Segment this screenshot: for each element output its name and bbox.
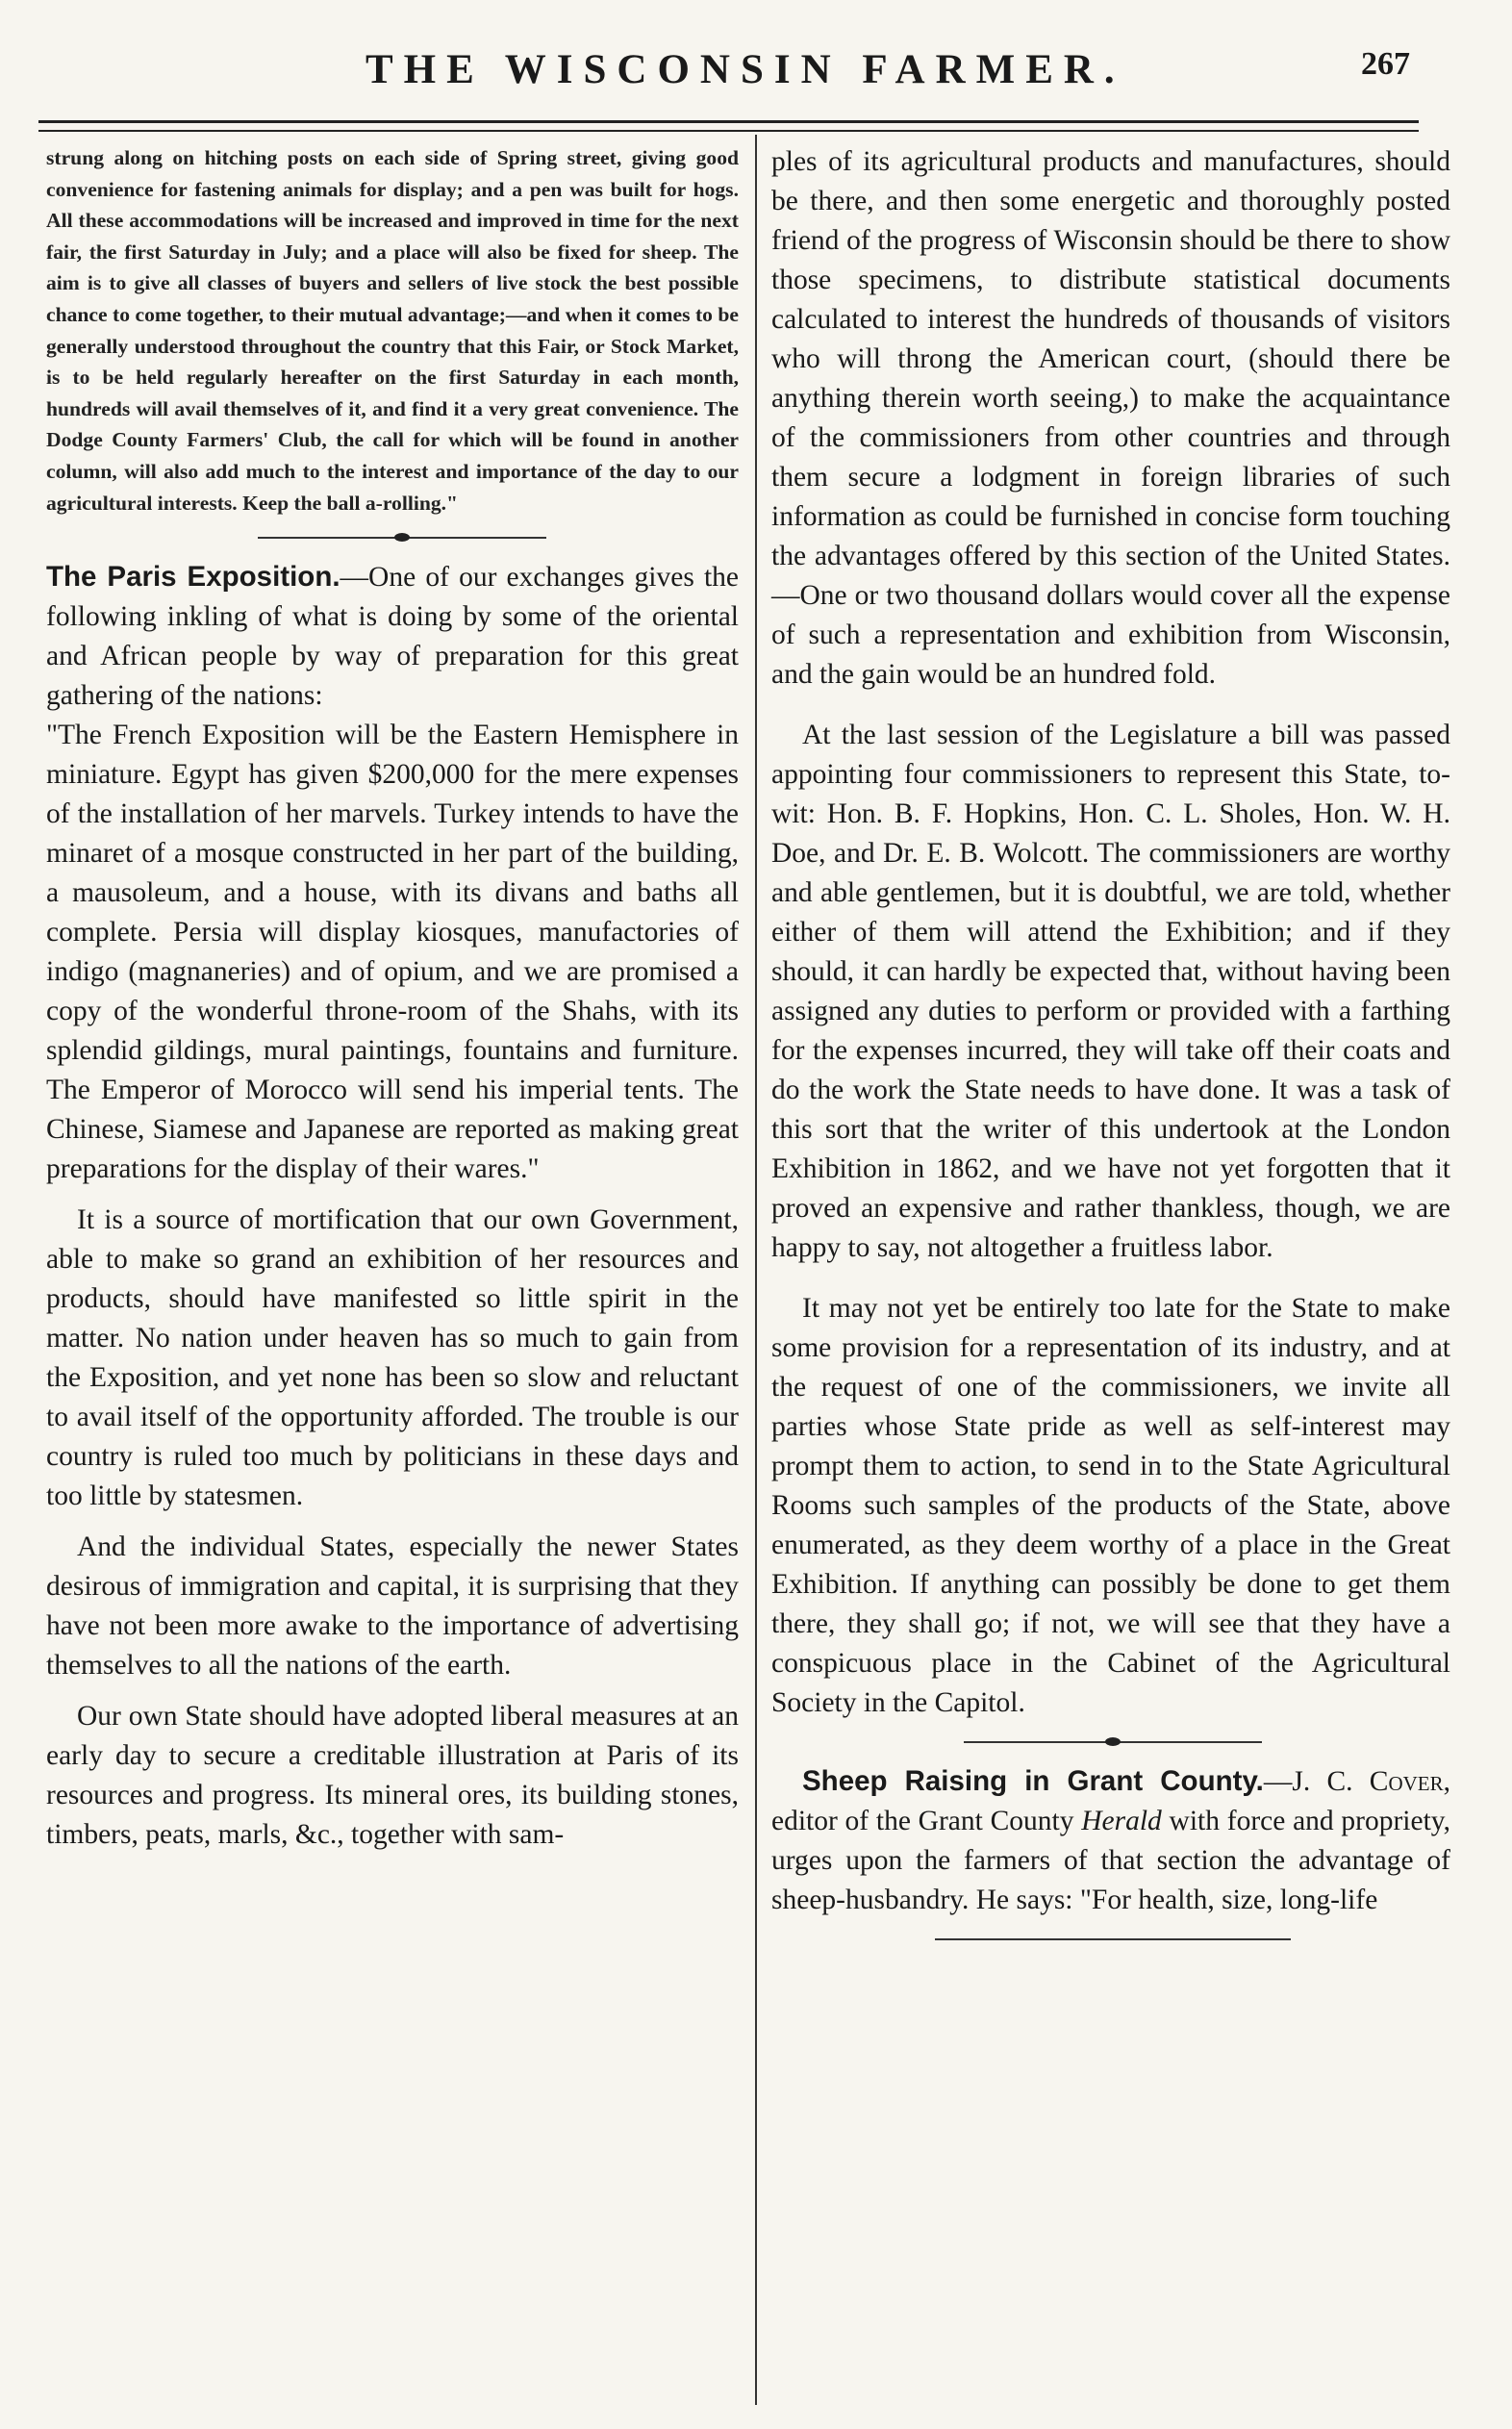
too-late-paragraph: It may not yet be entirely too late for the State to make some provision for a representation of its industry, and at the request of one of the commissioners, we invite all parties whose State pride as well as self-interest may prompt them to action, to send in to the State Agricultural Rooms such samples of the products of the State, above enumerated, as they deem worthy of a place in the Great Exhibition. If anything can possibly be done to get them there, they shall go; if not, we will see that they have a conspicuous place in the Cabinet of the Agricultural Society in the Capitol. bbox=[771, 1293, 1450, 1718]
exposition-quote-paragraph: "The French Exposition will be the Eastern Hemisphere in miniature. Egypt has given $200,000 for the mere expenses of the installation of her marvels. Turkey intends to have the minaret of a mosque constructed in her part of the building, a mausoleum, and a house, with its divans and baths all complete. Persia will display kiosques, manufactories of indigo (magnaneries) and of opium, and we are promised a copy of the wonderful throne-room of the Shahs, with its splendid gildings, mural paintings, fountains and furniture. The Emperor of Morocco will send his imperial tents. The Chinese, Siamese and Japanese are reported as making great preparations for the display of their wares." bbox=[46, 720, 739, 1185]
sheep-raising-paragraph bbox=[771, 1761, 1450, 1920]
sheep-dash: —J. C. bbox=[1263, 1766, 1353, 1797]
paris-exposition-intro-text: —One of our exchanges gives the following inkling of what is doing by some of the oriental and African people by way of preparation for this great gathering of the nations: bbox=[46, 562, 740, 712]
section-divider-bottom bbox=[771, 1920, 1450, 1959]
sheep-text-a: , editor of the Grant County bbox=[771, 1766, 1450, 1836]
samples-paragraph: ples of its agricultural products and manufactures, should be there, and then some energetic and thoroughly posted friend of the progress of Wisconsin should be there to show those specimens, to distribute statistical documents calculated to interest the hundreds of thousands of visitors who will throng the American court, (should there be anything therein worth seeing,) to make the acquaintance of the commissioners from other countries and through them secure a lodgment in foreign libraries of such information as could be furnished in concise form touching the advantages offered by this section of the United States.—One or two thousand dollars would cover all the expense of such a representation and exhibition from Wisconsin, and the gain would be an hundred fold. bbox=[771, 146, 1450, 690]
editor-name: Cover bbox=[1369, 1766, 1444, 1797]
page-number: 267 bbox=[1361, 46, 1410, 82]
header-rule-thick bbox=[38, 120, 1419, 123]
continued-paragraph: strung along on hitching posts on each side of Spring street, giving good convenience for fastening animals for display; and a pen was built for hogs. All these accommodations will be increased and improved in time for the next fair, the first Saturday in July; and a place will also be fixed for sheep. The aim is to give all classes of buyers and sellers of live stock the best possible chance to come together, to their mutual advantage;—and when it comes to be generally understood throughout the country that this Fair, or Stock Market, is to be held regularly hereafter on the first Saturday in each month, hundreds will avail themselves of it, and find it a very great convenience. The Dodge County Farmers' Club, the call for which will be found in another column, will also add much to the interest and importance of the day to our agricultural interests. Keep the ball a-rolling." bbox=[46, 146, 739, 515]
divider-ornament bbox=[394, 533, 410, 542]
sheep-text-b: with force and propriety, urges upon the farmers of that section the advantage of sheep-husbandry. He says: "For health, size, long-life bbox=[771, 1806, 1451, 1915]
mortification-paragraph: It is a source of mortification that our own Government, able to make so grand an exhibition of her resources and products, should have manifested so little spirit in the matter. No nation under heaven has so much to gain from the Exposition, and yet none has been so slow and reluctant to avail itself of the opportunity afforded. The trouble is our country is ruled too much by politicians in these days and too little by statesmen. bbox=[46, 1204, 739, 1512]
own-state-paragraph: Our own State should have adopted liberal measures at an early day to secure a creditable illustration at Paris of its resources and progress. Its mineral ores, its building stones, timbers, peats, marls, &c., together with sam- bbox=[46, 1701, 739, 1851]
paris-exposition-intro bbox=[46, 557, 739, 716]
individual-states-paragraph: And the individual States, especially the newer States desirous of immigration and capital, it is surprising that they have not been more awake to the importance of advertising themselves to all the nations of the earth. bbox=[46, 1531, 739, 1682]
article-heading-sheep-raising: Sheep Raising in Grant County. bbox=[802, 1765, 1264, 1797]
header-rule-thin bbox=[38, 130, 1419, 132]
section-divider bbox=[46, 519, 739, 557]
right-column bbox=[771, 142, 1450, 1959]
article-heading-paris-exposition: The Paris Exposition. bbox=[46, 561, 340, 594]
left-column bbox=[46, 142, 739, 1855]
column-divider bbox=[755, 135, 757, 2405]
divider-ornament bbox=[1105, 1737, 1121, 1746]
legislature-paragraph: At the last session of the Legislature a bill was passed appointing four commissioners to represent this State, to-wit: Hon. B. F. Hopkins, Hon. C. L. Sholes, Hon. W. H. Doe, and Dr. E. B. Wolcott. The commissioners are worthy and able gentlemen, but it is doubtful, we are told, whether either of them will attend the Exhibition; and if they should, it can hardly be expected that, without having been assigned any duties to perform or provided with a farthing for the expenses incurred, they will take off their coats and do the work the State needs to have done. It was a task of this sort that the writer of this undertook at the London Exhibition in 1862, and we have not yet forgotten that it proved an expensive and rather thankless, though, we are happy to say, not altogether a fruitless labor. bbox=[771, 720, 1450, 1263]
newspaper-name: Herald bbox=[1081, 1806, 1162, 1836]
section-divider-right bbox=[771, 1723, 1450, 1761]
divider-line bbox=[935, 1938, 1291, 1940]
masthead-title: THE WISCONSIN FARMER. bbox=[365, 47, 1125, 92]
